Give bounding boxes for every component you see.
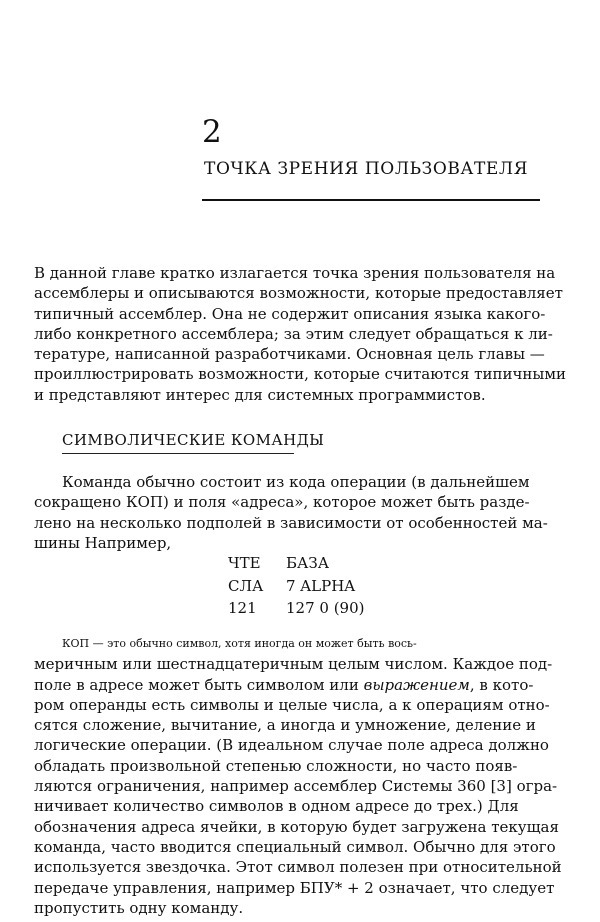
kop-line: [34, 675, 570, 695]
kop-line-italic-term: выражением: [363, 675, 470, 694]
command-line: шины Например,: [34, 533, 172, 552]
example-row: [228, 597, 365, 620]
intro-line: либо конкретного ассемблера; за этим следует обращаться к ли-: [34, 324, 553, 343]
kop-line: логические операции. (В идеальном случае поле адреса должно: [34, 736, 549, 755]
kop-line: меричным или шестнадцатеричным целым числом. Каждое под-: [34, 655, 553, 674]
kop-line: обладать произвольной степенью сложности, но часто появ-: [34, 756, 518, 775]
intro-line: тературе, написанной разработчиками. Основная цель главы —: [34, 345, 545, 364]
kop-line: ром операнды есть символы и целые числа, а к операциям отно-: [34, 695, 550, 714]
kop-line: КОП — это обычно символ, хотя иногда он может быть вось-: [62, 637, 417, 650]
example-address: 127 0 (90): [286, 599, 365, 617]
command-line: Команда обычно состоит из кода операции (в дальнейшем: [62, 473, 530, 491]
example-opcode: СЛА: [228, 576, 264, 595]
intro-line: и представляют интерес для системных программистов.: [34, 385, 486, 404]
kop-line-end: , в кото-: [469, 675, 534, 694]
example-row: [228, 575, 365, 598]
command-paragraph: [34, 472, 570, 553]
kop-line: используется звездочка. Этот символ полезен при относительной: [34, 858, 562, 877]
kop-line: пропустить одну команду.: [34, 898, 244, 917]
intro-line: проиллюстрировать возможности, которые считаются типичными: [34, 365, 566, 384]
kop-line: команда, часто вводится специальный символ. Обычно для этого: [34, 837, 556, 856]
chapter-number: 2: [202, 114, 222, 150]
kop-line: ничивает количество символов в одном адресе до трех.) Для: [34, 797, 519, 816]
command-line: сокращено КОП) и поля «адреса», которое может быть разде-: [34, 493, 530, 512]
kop-line: обозначения адреса ячейки, в которую будет загружена текущая: [34, 817, 559, 836]
intro-paragraph: [34, 263, 570, 405]
intro-line: ассемблеры и описываются возможности, которые предоставляет: [34, 284, 563, 303]
kop-paragraph: [34, 634, 570, 918]
intro-line: В данной главе кратко излагается точка зрения пользователя на: [34, 264, 556, 282]
example-row: [228, 552, 365, 575]
kop-line: передаче управления, например БПУ* + 2 означает, что следует: [34, 878, 555, 897]
section-heading-rule: [62, 453, 294, 454]
code-example: [228, 552, 365, 620]
kop-line: ляются ограничения, например ассемблер Системы 360 [3] огра-: [34, 777, 558, 796]
chapter-title: ТОЧКА ЗРЕНИЯ ПОЛЬЗОВАТЕЛЯ: [204, 159, 529, 179]
example-opcode: 121: [228, 599, 257, 617]
example-opcode: ЧТЕ: [228, 554, 261, 572]
chapter-title-rule: [202, 199, 540, 201]
intro-line: типичный ассемблер. Она не содержит описания языка какого-: [34, 304, 546, 323]
kop-line-start: поле в адресе может быть символом или: [34, 675, 364, 694]
example-address: 7 ALPHA: [286, 576, 356, 595]
kop-line: сятся сложение, вычитание, а иногда и умножение, деление и: [34, 716, 536, 735]
section-heading: СИМВОЛИЧЕСКИЕ КОМАНДЫ: [62, 431, 325, 449]
command-line: лено на несколько подполей в зависимости от особенностей ма-: [34, 513, 548, 532]
example-address: БАЗА: [286, 554, 330, 572]
